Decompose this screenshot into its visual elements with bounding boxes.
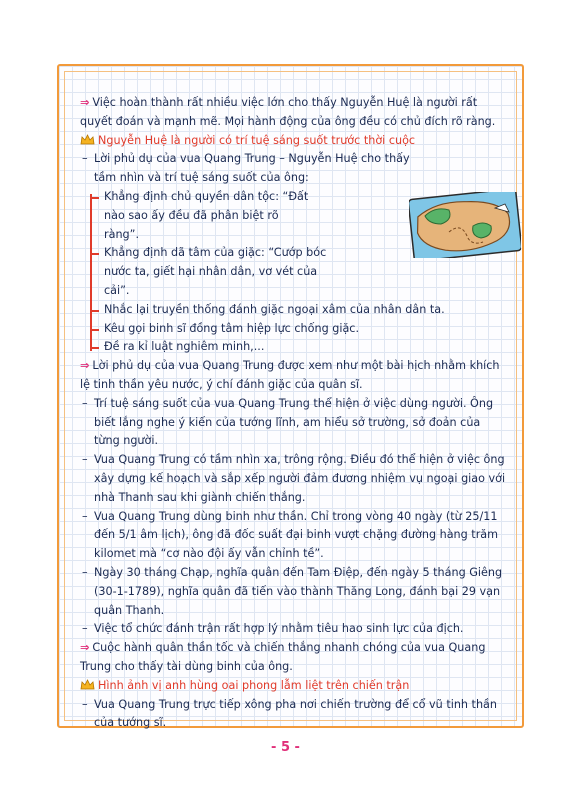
list-item: Nhắc lại truyền thống đánh giặc ngoại xâm của nhân dân ta.: [104, 301, 508, 320]
list-item: Khẳng định chủ quyền dân tộc: “Đất nào sao ấy đều đã phân biệt rõ ràng”.: [104, 188, 316, 244]
double-arrow-icon: ⇒: [80, 96, 90, 109]
section-heading-1: Nguyễn Huệ là người có trí tuệ sáng suốt trước thời cuộc: [80, 132, 508, 151]
list-item: – Vua Quang Trung dùng binh như thần. Chỉ trong vòng 40 ngày (từ 25/11 đến 5/1 âm lịch), ông đã đốc suất đại binh vượt chặng đường hàng trăm kilomet mà “cơ nào đội ấy vẫn chỉnh tề”.: [80, 508, 508, 564]
page-number: - 5 -: [271, 740, 300, 755]
paragraph-conclusion-2: ⇒ Lời phủ dụ của vua Quang Trung được xem như một bài hịch nhằm khích lệ tinh thần yêu nước, ý chí đánh giặc của quân sĩ.: [80, 359, 500, 391]
list-item: Khẳng định dã tâm của giặc: “Cướp bóc nước ta, giết hại nhân dân, vơ vét của cải”.: [104, 244, 332, 300]
double-arrow-icon: ⇒: [80, 641, 90, 655]
page-content: [80, 94, 508, 733]
crown-icon: [80, 134, 95, 145]
list-item: – Lời phủ dụ của vua Quang Trung – Nguyễn Huệ cho thấy tầm nhìn và trí tuệ sáng suốt của ông:: [80, 150, 414, 188]
list-item: – Trí tuệ sáng suốt của vua Quang Trung thể hiện ở việc dùng người. Ông biết lắng nghe ý kiến của tướng lĩnh, am hiểu sở trường, sở đoản của từng người.: [80, 395, 508, 451]
paragraph-conclusion-1: ⇒ Việc hoàn thành rất nhiều việc lớn cho thấy Nguyễn Huệ là người rất quyết đoán và mạnh mẽ. Mọi hành động của ông đều có chủ đích rõ ràng.: [80, 96, 496, 128]
paragraph-conclusion-3: ⇒ Cuộc hành quân thần tốc và chiến thắng nhanh chóng của vua Quang Trung cho thấy tài dùng binh của ông.: [80, 641, 486, 673]
list-item: – Vua Quang Trung có tầm nhìn xa, trông rộng. Điều đó thể hiện ở việc ông xây dựng kế hoạch và sắp xếp người đảm đương nhiệm vụ ngoại giao với nhà Thanh sau khi giành chiến thắng.: [80, 451, 508, 507]
double-arrow-icon: ⇒: [80, 359, 90, 373]
bracket-list: [84, 188, 508, 357]
list-item: Đề ra kỉ luật nghiêm minh,...: [104, 338, 508, 357]
list-item: Kêu gọi binh sĩ đồng tâm hiệp lực chống giặc.: [104, 320, 508, 339]
crown-icon: [80, 679, 95, 690]
list-item: – Vua Quang Trung trực tiếp xông pha nơi chiến trường để cổ vũ tinh thần của tướng sĩ.: [80, 696, 508, 734]
section-heading-2: Hình ảnh vị anh hùng oai phong lẫm liệt trên chiến trận: [80, 677, 508, 696]
list-item: – Việc tổ chức đánh trận rất hợp lý nhằm tiêu hao sinh lực của địch.: [80, 620, 508, 639]
list-item: – Ngày 30 tháng Chạp, nghĩa quân đến Tam Điệp, đến ngày 5 tháng Giêng (30-1-1789), nghĩa quân đã tiến vào thành Thăng Long, đánh bại 29 vạn quân Thanh.: [80, 564, 508, 620]
